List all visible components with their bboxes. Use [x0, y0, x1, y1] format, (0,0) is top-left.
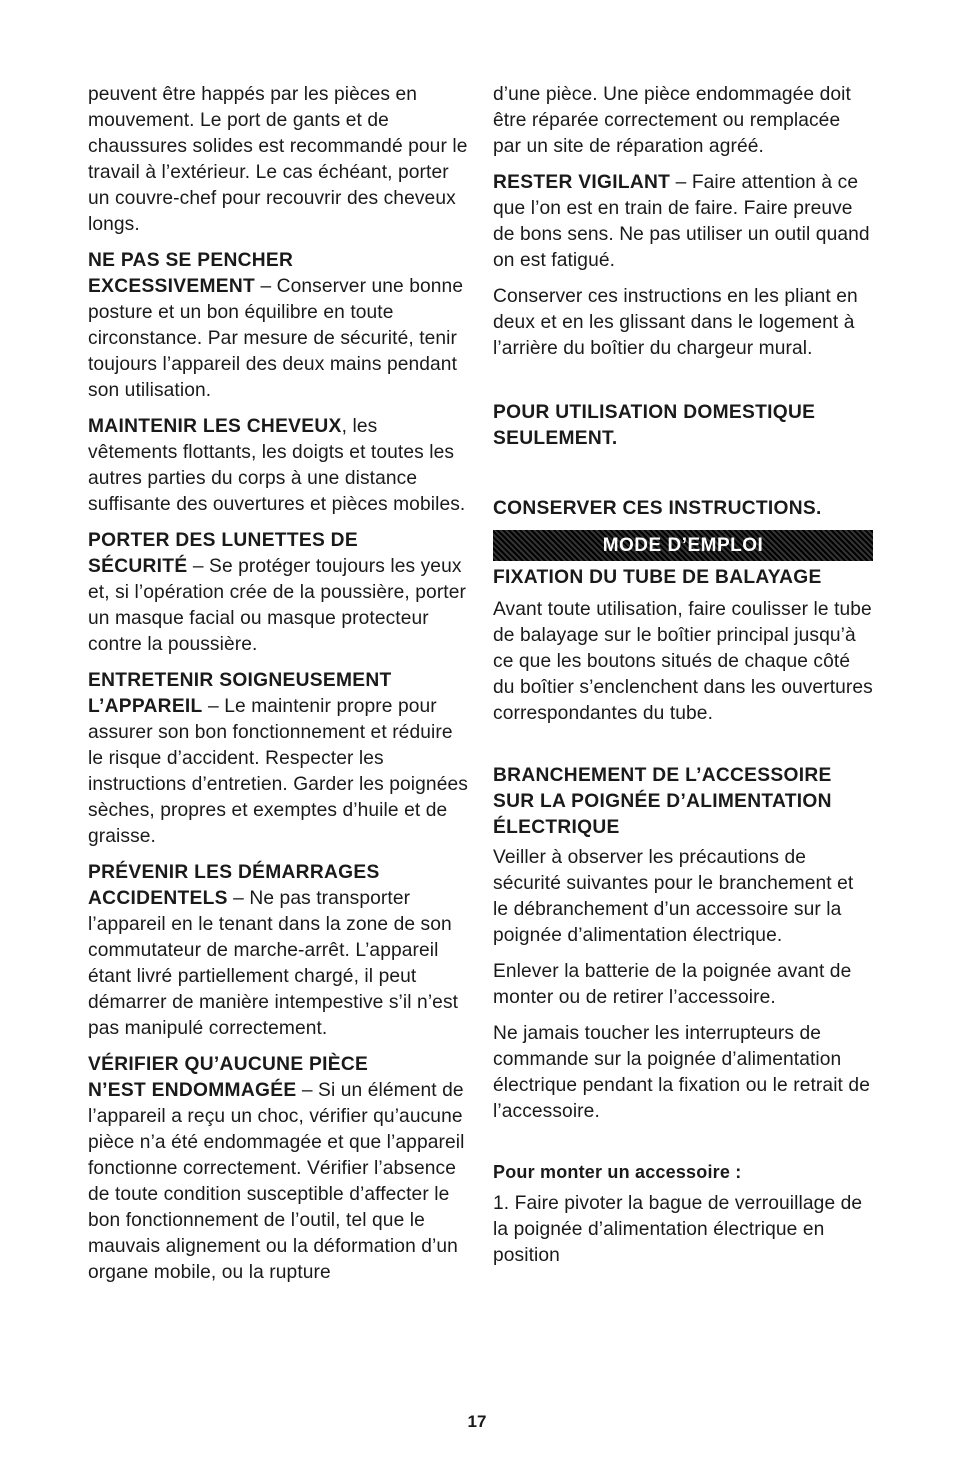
section-ne-pas-se-pencher: NE PAS SE PENCHER EXCESSIVEMENT – Conserver une bonne posture et un bon équilibre en toute circonstance. Par mesure de sécurité, tenir toujours l’appareil des deux mains pendant son utilisation.: [88, 250, 464, 401]
heading-verifier: VÉRIFIER QU’AUCUNE PIÈCE N’EST ENDOMMAGÉE: [88, 1054, 369, 1101]
paragraph-fixation: Avant toute utilisation, faire coulisser le tube de balayage sur le boîtier principal jusqu’à ce que les boutons situés de chaque côté du boîtier s’enclenchent dans les ouvertures correspondantes du tube.: [493, 599, 873, 724]
paragraph-intro: peuvent être happés par les pièces en mouvement. Le port de gants et de chaussures solides est recommandé pour le travail à l’extérieur. Le cas échéant, porter un couvre-chef pour recouvrir des cheveux longs.: [88, 84, 468, 235]
heading-fixation: FIXATION DU TUBE DE BALAYAGE: [493, 567, 822, 588]
right-column: [493, 82, 873, 1279]
subheading-monter-accessoire: Pour monter un accessoire :: [493, 1162, 742, 1182]
section-maintenir-cheveux: MAINTENIR LES CHEVEUX, les vêtements flottants, les doigts et toutes les autres parties du corps à une distance suffisante des ouvertures et pièces mobiles.: [88, 416, 466, 515]
paragraph-conserver: Conserver ces instructions en les pliant en deux et en les glissant dans le logement à l’arrière du boîtier du chargeur mural.: [493, 286, 858, 359]
heading-usage-domestique: POUR UTILISATION DOMESTIQUE SEULEMENT.: [493, 402, 816, 449]
section-prevenir: PRÉVENIR LES DÉMARRAGES ACCIDENTELS – Ne pas transporter l’appareil en le tenant dans la zone de son commutateur de marche-arrêt. L’appareil étant livré partiellement chargé, il peut démarrer de manière intempestive s’il n’est pas manipulé correctement.: [88, 862, 459, 1039]
heading-entretenir: ENTRETENIR SOIGNEUSEMENT L’APPAREIL: [88, 670, 392, 717]
heading-maintenir-cheveux: MAINTENIR LES CHEVEUX: [88, 416, 342, 437]
heading-branchement: BRANCHEMENT DE L’ACCESSOIRE SUR LA POIGNÉE D’ALIMENTATION ÉLECTRIQUE: [493, 765, 832, 838]
heading-ne-pas-se-pencher: NE PAS SE PENCHER EXCESSIVEMENT: [88, 250, 294, 297]
heading-porter-lunettes: PORTER DES LUNETTES DE SÉCURITÉ: [88, 530, 358, 577]
banner-mode-emploi: MODE D’EMPLOI: [493, 530, 873, 561]
left-column: [88, 82, 468, 1296]
section-porter-lunettes: PORTER DES LUNETTES DE SÉCURITÉ – Se protéger toujours les yeux et, si l’opération crée de la poussière, porter un masque facial ou masque protecteur contre la poussière.: [88, 530, 466, 655]
section-verifier: VÉRIFIER QU’AUCUNE PIÈCE N’EST ENDOMMAGÉE – Si un élément de l’appareil a reçu un choc, vérifier qu’aucune pièce n’a été endommagée et que l’appareil fonctionne correctement. Vérifier l’absence de toute condition susceptible d’affecter le bon fonctionnement de l’outil, tel que le mauvais alignement ou la déformation d’un organe mobile, ou la rupture: [88, 1054, 465, 1283]
paragraph-branchement-2: Enlever la batterie de la poignée avant de monter ou de retirer l’accessoire.: [493, 961, 852, 1008]
section-entretenir: ENTRETENIR SOIGNEUSEMENT L’APPAREIL – Le maintenir propre pour assurer son bon fonctionnement et réduire le risque d’accident. Respecter les instructions d’entretien. Garder les poignées sèches, propres et exemptes d’huile et de graisse.: [88, 670, 468, 847]
heading-rester-vigilant: RESTER VIGILANT: [493, 172, 671, 193]
heading-prevenir: PRÉVENIR LES DÉMARRAGES ACCIDENTELS: [88, 862, 380, 909]
step-1: 1. Faire pivoter la bague de verrouillage de la poignée d’alimentation électrique en position: [493, 1193, 863, 1266]
section-rester-vigilant: RESTER VIGILANT – Faire attention à ce que l’on est en train de faire. Faire preuve de bons sens. Ne pas utiliser un outil quand on est fatigué.: [493, 172, 870, 271]
heading-conserver-instructions: CONSERVER CES INSTRUCTIONS.: [493, 498, 822, 519]
paragraph-branchement-3: Ne jamais toucher les interrupteurs de commande sur la poignée d’alimentation électrique pendant la fixation ou le retrait de l’accessoire.: [493, 1023, 870, 1122]
paragraph-continued: d’une pièce. Une pièce endommagée doit être réparée correctement ou remplacée par un site de réparation agréé.: [493, 84, 851, 157]
paragraph-branchement-1: Veiller à observer les précautions de sécurité suivantes pour le branchement et le débranchement d’un accessoire sur la poignée d’alimentation électrique.: [493, 847, 854, 946]
page-number: 17: [467, 1412, 487, 1431]
